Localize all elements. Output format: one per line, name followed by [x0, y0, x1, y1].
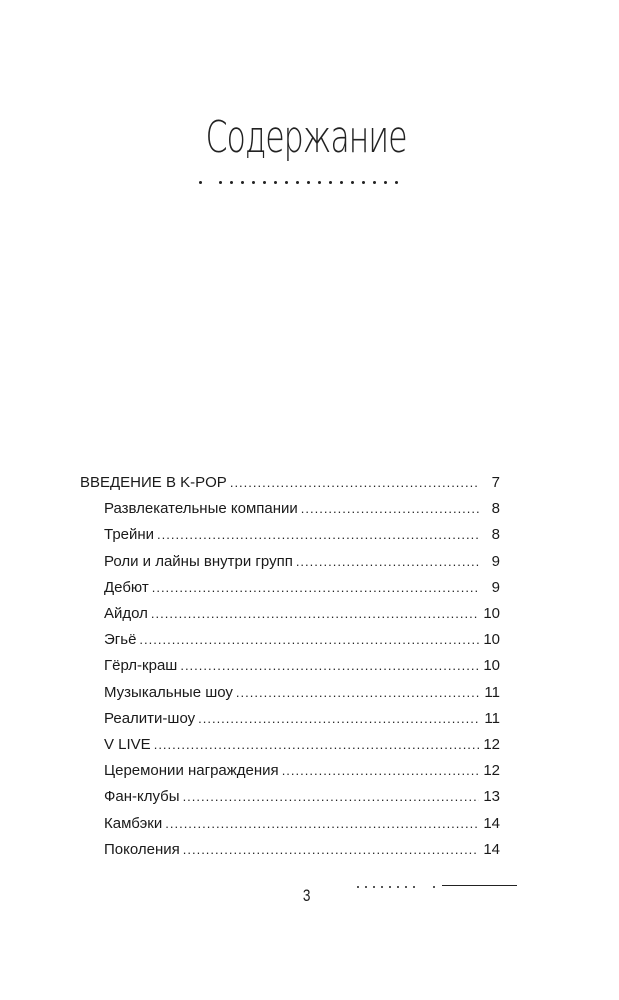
toc-dot-leader — [198, 706, 479, 732]
ornament-dot — [373, 886, 375, 888]
toc-entry — [104, 496, 500, 522]
toc-dot-leader — [151, 601, 479, 627]
toc-entry-page: 14 — [483, 840, 500, 858]
ornament-dot — [263, 181, 266, 184]
toc-entry-title: Трейни — [104, 526, 155, 544]
ornament-dot — [329, 181, 332, 184]
toc-entry-page: 8 — [491, 500, 500, 518]
toc-entry — [104, 784, 500, 810]
toc-entry-title: ВВЕДЕНИЕ В K-POP — [80, 474, 227, 491]
ornament-dot — [405, 886, 407, 888]
toc-entry-title: Гёрл-краш — [104, 657, 178, 675]
toc-dot-leader — [154, 732, 479, 758]
ornament-dot — [397, 886, 399, 888]
ornament-dot — [285, 181, 288, 184]
toc-entry — [104, 680, 500, 706]
toc-entry-page: 12 — [483, 736, 500, 753]
ornament-dot — [219, 181, 222, 184]
toc-entry — [104, 706, 500, 732]
toc-entry — [104, 601, 500, 627]
toc-entry-title: Дебют — [104, 578, 149, 596]
toc-entry — [104, 549, 500, 575]
toc-entry — [104, 627, 500, 653]
ornament-dot — [241, 181, 244, 184]
toc-dot-leader — [165, 811, 479, 837]
ornament-dot — [351, 181, 354, 184]
toc-entry-page: 10 — [483, 657, 500, 675]
toc-entry-page: 10 — [483, 605, 500, 622]
toc-dot-leader — [236, 680, 479, 706]
toc-entry-page: 7 — [491, 474, 500, 491]
toc-entry-page: 12 — [483, 762, 500, 780]
ornament-dot — [395, 181, 398, 184]
toc-entry-page: 9 — [491, 578, 500, 596]
title-ornament — [199, 176, 399, 188]
footer-rule — [442, 885, 517, 886]
ornament-dot — [413, 886, 415, 888]
ornament-dot — [252, 181, 255, 184]
toc-entry — [104, 575, 500, 601]
ornament-dot — [307, 181, 310, 184]
toc-entry-page: 14 — [483, 814, 500, 832]
toc-dot-leader — [282, 758, 479, 784]
toc-entry — [104, 758, 500, 784]
ornament-dot — [274, 181, 277, 184]
toc-dot-leader — [152, 575, 479, 601]
toc-entry — [80, 470, 500, 496]
toc-entry-page: 8 — [491, 526, 500, 544]
page-number: 3 — [302, 886, 311, 905]
toc-entry — [104, 522, 500, 548]
toc-entry-title: Эгьё — [104, 631, 137, 649]
ornament-dot — [357, 886, 359, 888]
ornament-dot — [389, 886, 391, 888]
toc-dot-leader — [180, 653, 479, 679]
toc-entry-page: 13 — [483, 788, 500, 806]
toc-dot-leader — [183, 784, 479, 810]
toc-entry — [104, 732, 500, 758]
toc-entry-page: 10 — [483, 631, 500, 649]
toc-entry-title: Айдол — [104, 605, 148, 622]
toc-entry-title: Камбэки — [104, 814, 163, 832]
toc-entry-title: Церемонии награждения — [104, 762, 279, 780]
ornament-dot — [365, 886, 367, 888]
ornament-dot — [340, 181, 343, 184]
toc-dot-leader — [139, 627, 479, 653]
page-title: Содержание — [205, 112, 407, 163]
toc-dot-leader — [301, 496, 479, 522]
ornament-dot — [318, 181, 321, 184]
ornament-dot — [373, 181, 376, 184]
toc-entry-title: Фан-клубы — [104, 788, 180, 806]
toc-entry-page: 11 — [484, 683, 500, 701]
toc-dot-leader — [157, 522, 479, 548]
toc-entry-page: 9 — [491, 552, 500, 570]
toc-dot-leader — [230, 470, 479, 496]
ornament-dot — [384, 181, 387, 184]
ornament-dot — [362, 181, 365, 184]
ornament-dot — [199, 181, 202, 184]
ornament-dot — [296, 181, 299, 184]
toc-entry-page: 11 — [484, 709, 500, 727]
toc-entry-title: Поколения — [104, 840, 180, 858]
toc-entry — [104, 811, 500, 837]
ornament-dot — [230, 181, 233, 184]
toc-entry-title: V LIVE — [104, 736, 151, 753]
toc-entry — [104, 837, 500, 863]
toc-entry-title: Развлекательные компании — [104, 500, 298, 518]
ornament-dot — [381, 886, 383, 888]
toc-dot-leader — [183, 837, 479, 863]
toc-entry-title: Роли и лайны внутри групп — [104, 552, 293, 570]
toc-dot-leader — [296, 549, 479, 575]
ornament-dot — [433, 886, 435, 888]
toc-entry-title: Реалити-шоу — [104, 709, 196, 727]
toc-entry-title: Музыкальные шоу — [104, 683, 233, 701]
footer-ornament-dots — [357, 885, 443, 891]
toc-entry — [104, 653, 500, 679]
